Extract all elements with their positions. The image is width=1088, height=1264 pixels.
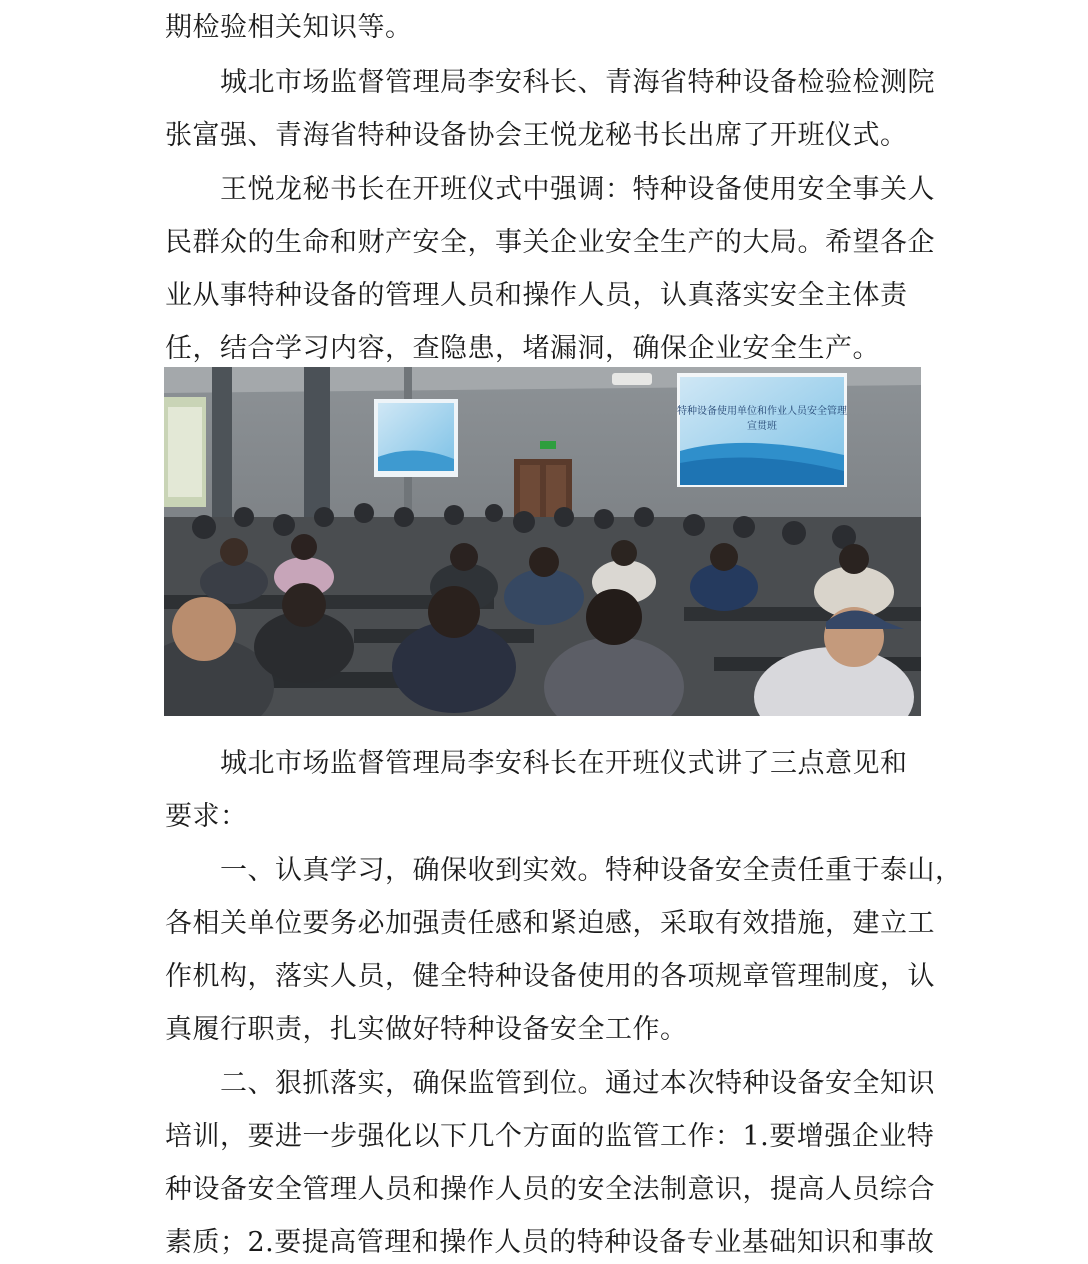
text-line: 各相关单位要务必加强责任感和紧迫感，采取有效措施，建立工: [165, 908, 935, 939]
text-line: 张富强、青海省特种设备协会王悦龙秘书长出席了开班仪式。: [165, 120, 908, 151]
text-line: 期检验相关知识等。: [165, 12, 413, 43]
screen-title-text: 特种设备使用单位和作业人员安全管理: [677, 406, 847, 417]
text-line: 民群众的生命和财产安全，事关企业安全生产的大局。希望各企: [165, 227, 935, 258]
text-line: 作机构，落实人员，健全特种设备使用的各项规章管理制度，认: [165, 961, 935, 992]
text-line: 要求：: [165, 801, 248, 832]
screen-subtitle-text: 宣贯班: [747, 421, 777, 432]
text-line: 二、狠抓落实，确保监管到位。通过本次特种设备安全知识: [220, 1068, 935, 1099]
text-line: 培训，要进一步强化以下几个方面的监管工作：1.要增强企业特: [165, 1121, 935, 1152]
text-line: 素质；2.要提高管理和操作人员的特种设备专业基础知识和事故: [165, 1227, 935, 1258]
text-line: 种设备安全管理人员和操作人员的安全法制意识，提高人员综合: [165, 1174, 935, 1205]
text-line: 一、认真学习，确保收到实效。特种设备安全责任重于泰山，: [220, 855, 963, 886]
text-line: 王悦龙秘书长在开班仪式中强调：特种设备使用安全事关人: [220, 174, 935, 205]
text-line: 城北市场监督管理局李安科长在开班仪式讲了三点意见和: [220, 748, 908, 779]
classroom-photo-illustration: [164, 367, 921, 716]
text-line: 城北市场监督管理局李安科长、青海省特种设备检验检测院: [220, 67, 935, 98]
text-line: 业从事特种设备的管理人员和操作人员，认真落实安全主体责: [165, 280, 908, 311]
text-line: 任，结合学习内容，查隐患，堵漏洞，确保企业安全生产。: [165, 333, 880, 364]
classroom-photo: [164, 367, 921, 716]
text-line: 真履行职责，扎实做好特种设备安全工作。: [165, 1014, 688, 1045]
